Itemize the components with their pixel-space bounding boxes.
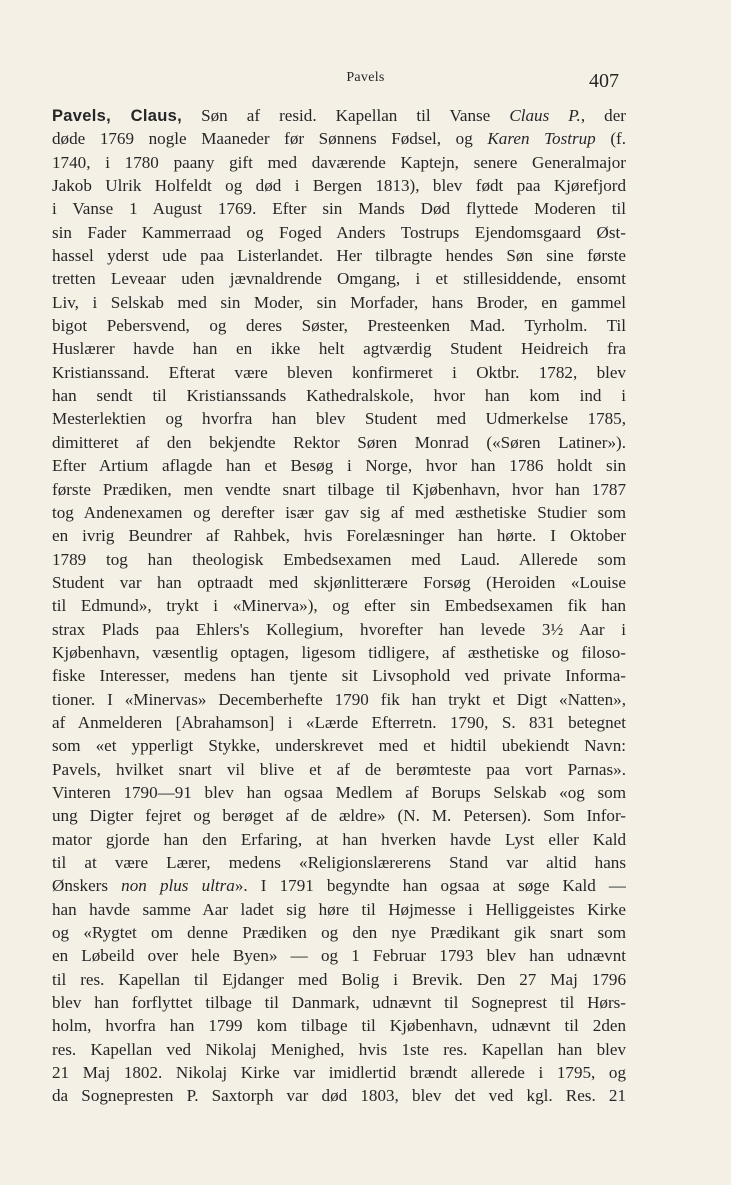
text-segment: Jakob Ulrik Holfeldt og død i Bergen 1813), blev født paa Kjørefjord [52, 176, 626, 196]
text-segment: Mesterlektien og hvorfra han blev Student med Udmerkelse 1785, [52, 409, 626, 429]
text-segment: Pavels, hvilket snart vil blive et af de berømteste paa vort Parnas». [52, 759, 626, 779]
text-line [52, 1014, 626, 1037]
text-segment: Student var han optraadt med skjønlitterære Forsøg (Heroiden «Louise [52, 572, 626, 592]
text-line [52, 1084, 626, 1107]
text-segment: Kjøbenhavn, væsentlig optagen, ligesom tidligere, af æsthetiske og filoso- [52, 642, 626, 662]
text-line [52, 851, 626, 874]
text-line [52, 337, 626, 360]
text-segment: Søn af resid. Kapellan til Vanse [201, 106, 510, 125]
running-head: Pavels [346, 70, 385, 85]
text-segment: da Sognepresten P. Saxtorph var død 1803, blev det ved kgl. Res. 21 [52, 1086, 626, 1106]
page-number: 407 [589, 70, 619, 92]
text-segment: til res. Kapellan til Ejdanger med Bolig i Brevik. Den 27 Maj 1796 [52, 969, 626, 989]
text-line [52, 267, 626, 290]
text-line [52, 874, 626, 897]
text-segment: første Prædiken, men vendte snart tilbage til Kjøbenhavn, hvor han 1787 [52, 479, 626, 499]
text-segment: 21 Maj 1802. Nikolaj Kirke var imidlertid brændt allerede i 1795, og [52, 1063, 626, 1083]
text-line [52, 594, 626, 617]
text-line [52, 407, 626, 430]
text-line [52, 618, 626, 641]
text-line [52, 478, 626, 501]
text-segment: Kristianssand. Efterat være bleven konfirmeret i Oktbr. 1782, blev [52, 362, 626, 382]
text-line [52, 968, 626, 991]
text-segment: tog Andenexamen og derefter især gav sig af med æsthetiske Studier som [52, 502, 626, 522]
text-line [52, 104, 626, 127]
italic-name: Claus P. [509, 106, 581, 125]
text-segment: dimitteret af den bekjendte Rektor Søren Monrad («Søren Latiner»). [52, 432, 626, 452]
text-segment: blev han forflyttet tilbage til Danmark, udnævnt til Sogneprest til Hørs- [52, 993, 626, 1013]
text-segment: 1740, i 1780 paany gift med daværende Kaptejn, senere Generalmajor [52, 152, 626, 172]
text-segment: Vinteren 1790—91 blev han ogsaa Medlem af Borups Selskab «og som [52, 782, 626, 802]
text-line [52, 898, 626, 921]
text-segment: af Anmelderen [Abrahamson] i «Lærde Efterretn. 1790, S. 831 betegnet [52, 712, 626, 732]
text-line [52, 991, 626, 1014]
text-line [52, 664, 626, 687]
text-segment: mator gjorde han den Erfaring, at han hverken havde Lyst eller Kald [52, 829, 626, 849]
text-segment: ». I 1791 begyndte han ogsaa at søge Kald — [234, 876, 626, 896]
italic-name: Karen Tostrup [487, 129, 596, 149]
text-line [52, 174, 626, 197]
text-line [52, 1061, 626, 1084]
text-segment: fiske Interesser, medens han tjente sit Livsophold ved private Informa- [52, 666, 626, 686]
text-segment: som «et ypperligt Stykke, underskrevet med et hidtil ubekiendt Navn: [52, 736, 626, 756]
text-segment: han sendt til Kristianssands Kathedralskole, hvor han kom ind i [52, 386, 626, 406]
text-segment: tioner. I «Minervas» Decemberhefte 1790 fik han trykt et Digt «Natten», [52, 689, 626, 709]
text-line [52, 571, 626, 594]
text-line [52, 781, 626, 804]
text-segment: til Edmund», trykt i «Minerva»), og efter sin Embedsexamen fik han [52, 596, 626, 616]
text-segment: bigot Pebersvend, og deres Søster, Presteenken Mad. Tyrholm. Til [52, 316, 626, 336]
text-segment: , der [580, 106, 626, 125]
text-line [52, 758, 626, 781]
text-line [52, 944, 626, 967]
text-segment: en ivrig Beundrer af Rahbek, hvis Forelæsninger han hørte. I Oktober [52, 526, 626, 546]
text-segment: Liv, i Selskab med sin Moder, sin Morfader, hans Broder, en gammel [52, 292, 626, 312]
text-segment: strax Plads paa Ehlers's Kollegium, hvorefter han levede 3½ Aar i [52, 619, 626, 639]
entry-body [52, 104, 626, 1108]
text-line [52, 221, 626, 244]
text-segment: Huslærer havde han en ikke helt agtværdig Student Heidreich fra [52, 339, 626, 359]
text-line [52, 1038, 626, 1061]
text-line [52, 361, 626, 384]
text-segment: 1789 tog han theologisk Embedsexamen med Laud. Allerede som [52, 549, 626, 569]
text-segment: tretten Leveaar uden jævnaldrende Omgang, i et stillesiddende, ensomt [52, 269, 626, 289]
text-line [52, 314, 626, 337]
text-segment: hassel yderst ude paa Listerlandet. Her tilbragte hendes Søn sine første [52, 246, 626, 266]
text-line [52, 454, 626, 477]
text-line [52, 151, 626, 174]
text-segment: en Løbeild over hele Byen» — og 1 Februar 1793 blev han udnævnt [52, 946, 626, 966]
text-segment: sin Fader Kammerraad og Foged Anders Tostrups Ejendomsgaard Øst- [52, 222, 626, 242]
text-line [52, 641, 626, 664]
text-segment: og «Rygtet om denne Prædiken og den nye Prædikant gik snart som [52, 923, 626, 943]
text-segment: holm, hvorfra han 1799 kom tilbage til Kjøbenhavn, udnævnt til 2den [52, 1016, 626, 1036]
text-line [52, 524, 626, 547]
text-line [52, 127, 626, 150]
text-segment: Efter Artium aflagde han et Besøg i Norge, hvor han 1786 holdt sin [52, 456, 626, 476]
text-segment: res. Kapellan ved Nikolaj Menighed, hvis 1ste res. Kapellan han blev [52, 1039, 626, 1059]
text-line [52, 548, 626, 571]
text-segment: Ønskers [52, 876, 122, 896]
text-line [52, 711, 626, 734]
text-line [52, 804, 626, 827]
text-line [52, 431, 626, 454]
text-line [52, 688, 626, 711]
italic-name: non plus ultra [121, 876, 235, 896]
text-line [52, 291, 626, 314]
text-line [52, 921, 626, 944]
text-line [52, 384, 626, 407]
text-segment: ung Digter fejret og berøget af de ældre» (N. M. Petersen). Som Infor- [52, 806, 626, 826]
text-line [52, 501, 626, 524]
text-segment: (f. [595, 129, 626, 149]
text-segment: han havde samme Aar ladet sig høre til Højmesse i Helliggeistes Kirke [52, 899, 626, 919]
text-line [52, 828, 626, 851]
entry-name: Pavels, Claus, [52, 107, 182, 125]
text-line [52, 244, 626, 267]
text-segment: til at være Lærer, medens «Religionslærerens Stand var altid hans [52, 853, 626, 872]
text-segment: døde 1769 nogle Maaneder før Sønnens Fødsel, og [52, 129, 488, 149]
text-line [52, 734, 626, 757]
text-line [52, 197, 626, 220]
text-segment: i Vanse 1 August 1769. Efter sin Mands Død flyttede Moderen til [52, 199, 626, 219]
